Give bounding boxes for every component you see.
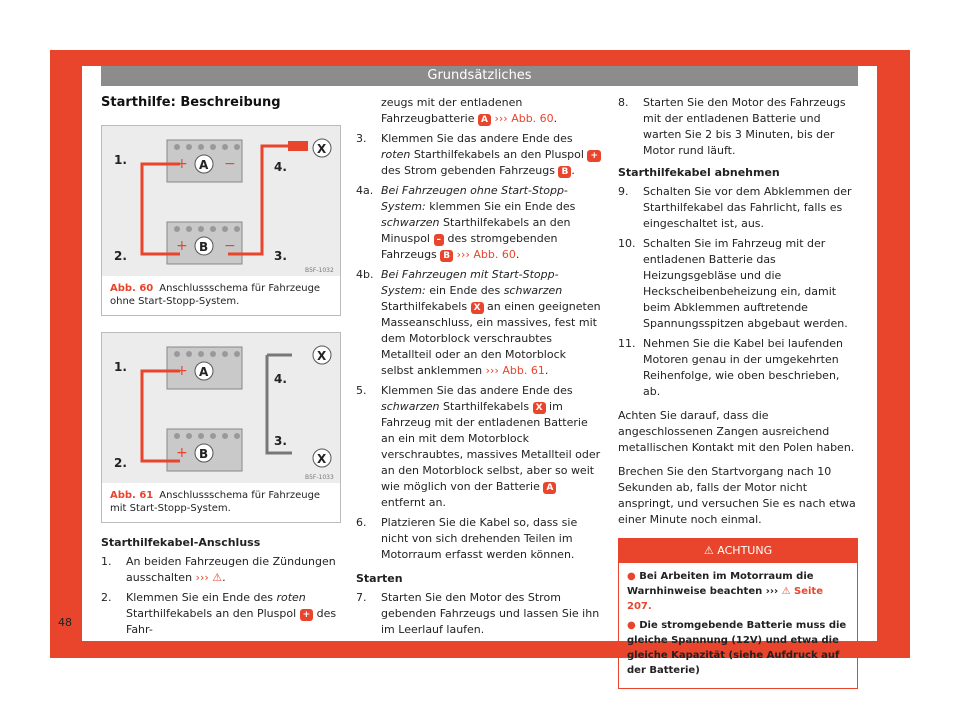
wiring-diagram-61	[102, 333, 340, 483]
step-11: 11. Nehmen Sie die Kabel bei laufenden Motoren genau in der umgekehrten Reihenfolge, wie oben beschrieben, ab.	[618, 337, 843, 398]
plus-badge: +	[587, 150, 601, 162]
svg-text:−: −	[224, 238, 236, 254]
cross-ref[interactable]: ›››	[456, 248, 470, 261]
diagram-label-3: 3.	[274, 249, 287, 263]
step-10: 10. Schalten Sie im Fahrzeug mit der entladenen Batterie das Heizungsgebläse und die Heckscheibenbeheizung ein, damit beim Abklemmen auftretende Spannungsspitzen abgebaut werden.	[618, 237, 848, 330]
badge-a: A	[543, 482, 556, 494]
section-heading-connect: Starthilfekabel-Anschluss	[101, 536, 261, 549]
figure-caption	[102, 276, 340, 315]
diagram-label-b: B	[199, 447, 209, 461]
column-3	[618, 95, 858, 689]
badge-a: A	[478, 114, 491, 126]
paragraph-contact: Achten Sie darauf, dass die angeschlossenen Zangen ausreichend metallischen Kontakt mit den Polen haben.	[618, 409, 855, 454]
warning-item: ● Bei Arbeiten im Motorraum die Warnhinweise beachten ››› ⚠ Seite 207.	[627, 571, 823, 612]
svg-text:−: −	[224, 156, 236, 172]
figure-60	[101, 125, 341, 316]
figure-link[interactable]: Abb. 60	[473, 248, 516, 261]
cross-ref[interactable]: ›››	[494, 112, 508, 125]
diagram-label-2: 2.	[114, 456, 127, 470]
figure-caption	[102, 483, 340, 522]
cross-ref[interactable]: Seite 207.	[627, 586, 823, 612]
steps-list	[101, 554, 341, 638]
diagram-label-3: 3.	[274, 434, 287, 448]
diagram-label-a: A	[199, 365, 209, 379]
svg-text:+: +	[176, 445, 188, 461]
figure-number: Abb. 60	[110, 283, 154, 294]
page-title: Starthilfe: Beschreibung	[101, 95, 281, 110]
step-7: 7. Starten Sie den Motor des Strom gebenden Fahrzeugs und lassen Sie ihn im Leerlauf laufen.	[356, 591, 600, 636]
step-1: 1. An beiden Fahrzeugen die Zündungen ausschalten ››› ⚠.	[101, 555, 336, 584]
figure-caption-text: Anschlussschema für Fahrzeuge mit Start-Stopp-System.	[110, 490, 321, 514]
steps-list-continued	[356, 95, 601, 563]
figure-number: Abb. 61	[110, 490, 154, 501]
diagram-label-4: 4.	[274, 160, 287, 174]
step-4b: 4b. Bei Fahrzeugen mit Start-Stopp-System: ein Ende des schwarzen Starthilfekabels X an einen geeigneten Masseanschluss, ein massives, fest mit dem Motorblock verschraubtes Metallteil oder an den Motorblock selbst anklemmen ››› Abb. 61.	[356, 268, 601, 377]
step-3: 3. Klemmen Sie das andere Ende des roten Starthilfekabels an den Pluspol + des Strom gebenden Fahrzeugs B .	[356, 131, 601, 179]
diagram-label-1: 1.	[114, 360, 127, 374]
chapter-header	[101, 66, 858, 86]
warning-box	[618, 538, 858, 689]
diagram-label-b: B	[199, 240, 209, 254]
step-2-cont: zeugs mit der entladenen Fahrzeugbatterie A ››› Abb. 60.	[381, 96, 558, 125]
diagram-label-a: A	[199, 158, 209, 172]
tool-icon: ⚠	[781, 586, 791, 597]
steps-list-start-cont	[618, 95, 858, 159]
diagram-label-x-top: X	[317, 349, 327, 363]
badge-x: X	[533, 402, 546, 414]
step-5: 5. Klemmen Sie das andere Ende des schwarzen Starthilfekabels X im Fahrzeug mit der entladenen Batterie an ein mit dem Motorblock verschraubtes, massives Metallteil oder an den Motorblock selbst, aber so weit wie möglich von der Batterie A entfernt an.	[356, 384, 601, 509]
svg-text:+: +	[176, 363, 188, 379]
warning-item: ● Die stromgebende Batterie muss die gleiche Spannung (12V) und etwa die gleiche Kapazität (siehe Aufdruck auf der Batterie)	[627, 620, 847, 676]
figure-code: B5F-1032	[305, 267, 334, 274]
column-1	[101, 95, 341, 642]
svg-text:+: +	[176, 238, 188, 254]
steps-list-start	[356, 590, 601, 638]
figure-code: B5F-1033	[305, 474, 334, 481]
minus-badge: –	[434, 234, 445, 246]
svg-text:+: +	[176, 156, 188, 172]
diagram-label-4: 4.	[274, 372, 287, 386]
steps-list-remove	[618, 184, 858, 400]
warning-body	[619, 563, 857, 688]
diagram-label-x-bottom: X	[317, 452, 327, 466]
diagram-label-2: 2.	[114, 249, 127, 263]
page-number: 48	[58, 616, 72, 629]
step-8: 8. Starten Sie den Motor des Fahrzeugs mit der entladenen Batterie und warten Sie 2 bis 3 Minuten, bis der Motor rund läuft.	[618, 96, 846, 157]
figure-link[interactable]: Abb. 60	[511, 112, 554, 125]
warning-icon: ⚠	[703, 544, 714, 557]
section-heading-start: Starten	[356, 572, 403, 585]
wiring-diagram-60	[102, 126, 340, 276]
warning-icon: ⚠	[212, 571, 223, 584]
column-2	[356, 95, 601, 642]
step-2: 2. Klemmen Sie ein Ende des roten Starthilfekabels an den Pluspol + des Fahr-	[101, 591, 337, 636]
paragraph-retry: Brechen Sie den Startvorgang nach 10 Sekunden ab, falls der Motor nicht anspringt, und versuchen Sie es nach etwa einer Minute noch einmal.	[618, 465, 856, 526]
plus-badge: +	[300, 609, 314, 621]
badge-b: B	[440, 250, 453, 262]
step-9: 9. Schalten Sie vor dem Abklemmen der Starthilfekabel das Fahrlicht, falls es eingeschaltet ist, aus.	[618, 185, 852, 230]
diagram-label-1: 1.	[114, 153, 127, 167]
figure-61	[101, 332, 341, 523]
figure-caption-text: Anschlussschema für Fahrzeuge ohne Start-Stopp-System.	[110, 283, 321, 307]
warning-title: ACHTUNG	[717, 544, 773, 557]
badge-b: B	[558, 166, 571, 178]
figure-link[interactable]: Abb. 61	[502, 364, 545, 377]
cross-ref[interactable]: ›››	[485, 364, 499, 377]
section-heading-remove: Starthilfekabel abnehmen	[618, 166, 780, 179]
step-6: 6. Platzieren Sie die Kabel so, dass sie nicht von sich drehenden Teilen im Motorraum erfasst werden können.	[356, 516, 578, 561]
diagram-label-x: X	[317, 142, 327, 156]
warning-header	[619, 539, 857, 563]
cross-ref[interactable]: ›››	[195, 571, 209, 584]
step-4a: 4a. Bei Fahrzeugen ohne Start-Stopp-System: klemmen Sie ein Ende des schwarzen Starthilfekabels an den Minuspol – des stromgebenden Fahrzeugs B ››› Abb. 60.	[356, 184, 576, 261]
chapter-title: Grundsätzliches	[427, 68, 532, 83]
badge-x: X	[471, 302, 484, 314]
